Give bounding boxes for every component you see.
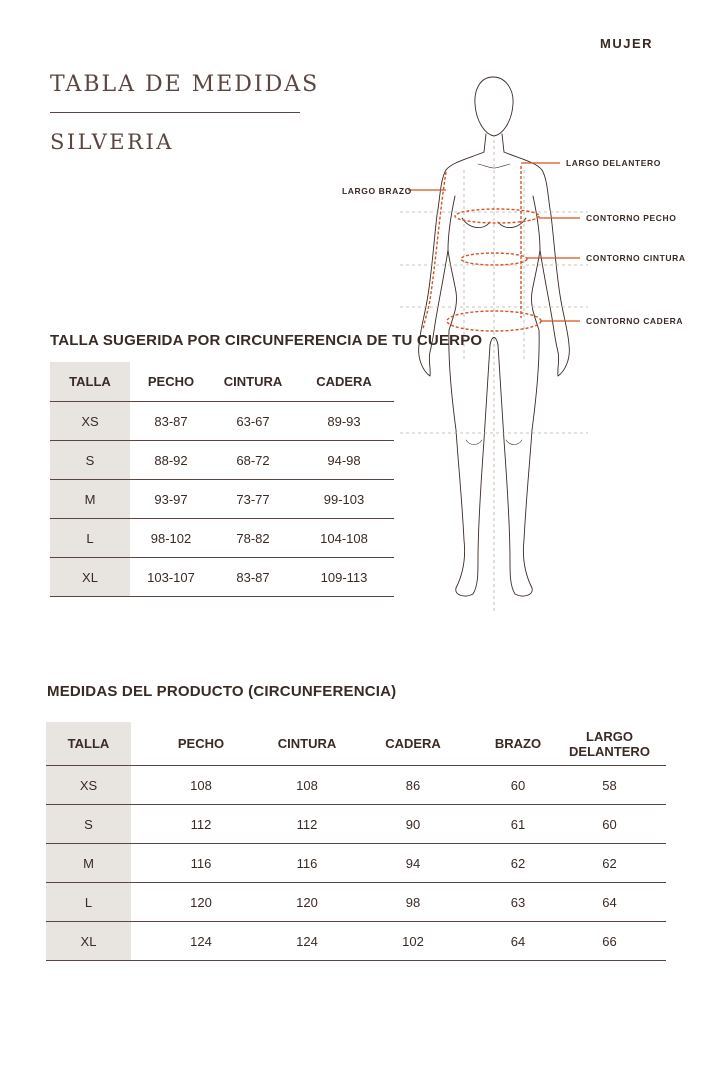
label-contorno-cintura: CONTORNO CINTURA [586, 253, 686, 263]
cintura-cell: 124 [271, 922, 343, 961]
cadera-cell: 98 [343, 883, 483, 922]
cadera-cell: 86 [343, 766, 483, 805]
body-size-table [50, 362, 394, 597]
chest-measure [455, 209, 539, 223]
cadera-cell: 104-108 [294, 519, 394, 558]
cadera-cell: 89-93 [294, 402, 394, 441]
cintura-cell: 116 [271, 844, 343, 883]
brazo-cell: 61 [483, 805, 553, 844]
header-cadera: CADERA [294, 362, 394, 402]
cadera-cell: 94 [343, 844, 483, 883]
product-size-table [46, 722, 666, 961]
size-cell: XL [50, 558, 130, 597]
cintura-cell: 78-82 [212, 519, 294, 558]
header-cadera: CADERA [343, 722, 483, 766]
header-cintura: CINTURA [271, 722, 343, 766]
table-row [50, 441, 394, 480]
table-row [46, 766, 666, 805]
cintura-cell: 63-67 [212, 402, 294, 441]
table-header-row [50, 362, 394, 402]
pecho-cell: 103-107 [130, 558, 212, 597]
largo-delantero-cell: 62 [553, 844, 666, 883]
table-row [46, 844, 666, 883]
header-pecho: PECHO [131, 722, 271, 766]
table-row [46, 805, 666, 844]
label-largo-delantero: LARGO DELANTERO [566, 158, 661, 168]
size-cell: S [46, 805, 131, 844]
cintura-cell: 73-77 [212, 480, 294, 519]
pecho-cell: 124 [131, 922, 271, 961]
header-talla: TALLA [50, 362, 130, 402]
header-talla: TALLA [46, 722, 131, 766]
largo-delantero-cell: 58 [553, 766, 666, 805]
product-name: SILVERIA [50, 130, 174, 154]
category-label: MUJER [600, 36, 654, 51]
figure-left-outline [419, 152, 490, 596]
table-row [50, 519, 394, 558]
body-size-table-title: TALLA SUGERIDA POR CIRCUNFERENCIA DE TU CUERPO [50, 332, 483, 349]
header-largo-delantero: LARGO DELANTERO [553, 722, 666, 766]
largo-delantero-cell: 64 [553, 883, 666, 922]
pecho-cell: 83-87 [130, 402, 212, 441]
table-row [46, 922, 666, 961]
label-largo-brazo: LARGO BRAZO [342, 186, 412, 196]
cintura-cell: 108 [271, 766, 343, 805]
cintura-cell: 83-87 [212, 558, 294, 597]
table-row [46, 883, 666, 922]
pecho-cell: 116 [131, 844, 271, 883]
header-brazo: BRAZO [483, 722, 553, 766]
brazo-cell: 60 [483, 766, 553, 805]
cintura-cell: 68-72 [212, 441, 294, 480]
pecho-cell: 88-92 [130, 441, 212, 480]
size-cell: M [50, 480, 130, 519]
largo-delantero-cell: 60 [553, 805, 666, 844]
cadera-cell: 102 [343, 922, 483, 961]
table-header-row [46, 722, 666, 766]
cadera-cell: 109-113 [294, 558, 394, 597]
brazo-cell: 63 [483, 883, 553, 922]
pecho-cell: 108 [131, 766, 271, 805]
size-cell: L [46, 883, 131, 922]
table-row [50, 558, 394, 597]
figure-head [475, 77, 513, 136]
size-cell: XL [46, 922, 131, 961]
cadera-cell: 90 [343, 805, 483, 844]
page-title: TABLA DE MEDIDAS [50, 72, 320, 97]
pecho-cell: 93-97 [130, 480, 212, 519]
size-cell: M [46, 844, 131, 883]
size-cell: XS [46, 766, 131, 805]
label-contorno-cadera: CONTORNO CADERA [586, 316, 684, 326]
table-row [50, 402, 394, 441]
brazo-cell: 62 [483, 844, 553, 883]
label-contorno-pecho: CONTORNO PECHO [586, 213, 677, 223]
pecho-cell: 112 [131, 805, 271, 844]
size-cell: XS [50, 402, 130, 441]
figure-right-outline [498, 152, 569, 596]
brazo-cell: 64 [483, 922, 553, 961]
pecho-cell: 120 [131, 883, 271, 922]
cintura-cell: 120 [271, 883, 343, 922]
size-cell: S [50, 441, 130, 480]
header-pecho: PECHO [130, 362, 212, 402]
cintura-cell: 112 [271, 805, 343, 844]
header-cintura: CINTURA [212, 362, 294, 402]
pecho-cell: 98-102 [130, 519, 212, 558]
title-divider [50, 112, 300, 113]
cadera-cell: 94-98 [294, 441, 394, 480]
table-row [50, 480, 394, 519]
cadera-cell: 99-103 [294, 480, 394, 519]
size-cell: L [50, 519, 130, 558]
product-table-title: MEDIDAS DEL PRODUCTO (CIRCUNFERENCIA) [47, 683, 397, 700]
largo-delantero-cell: 66 [553, 922, 666, 961]
